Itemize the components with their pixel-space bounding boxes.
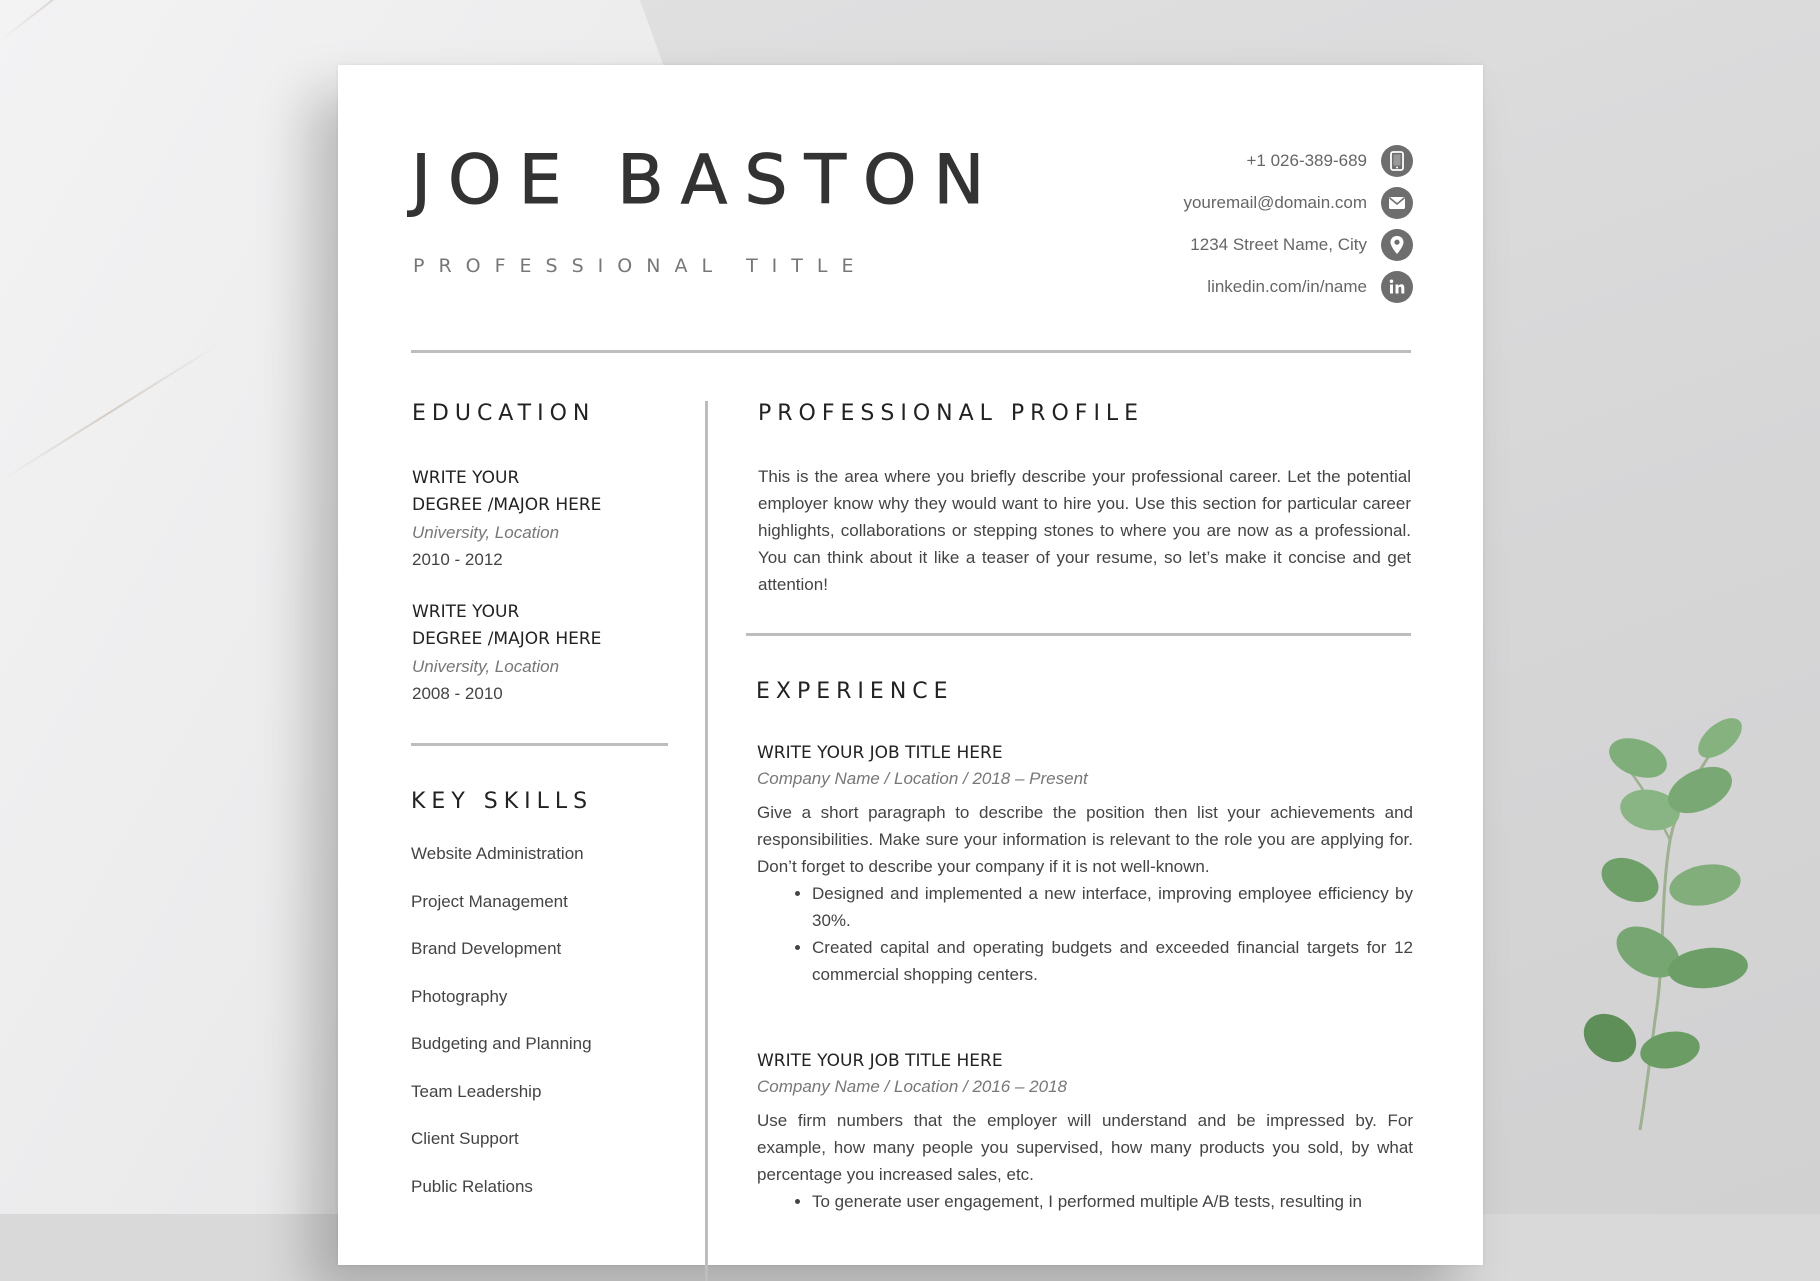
header-divider bbox=[411, 350, 1411, 353]
eucalyptus-plant bbox=[1560, 700, 1760, 1140]
experience-heading: EXPERIENCE bbox=[756, 679, 954, 704]
skill-item: Brand Development bbox=[411, 939, 562, 958]
contact-email-row bbox=[993, 187, 1413, 219]
education-degree-line2: DEGREE /MAJOR HERE bbox=[412, 629, 602, 649]
contact-block bbox=[993, 145, 1413, 313]
education-degree-line1: WRITE YOUR bbox=[412, 468, 520, 488]
contact-linkedin-row bbox=[993, 271, 1413, 303]
skill-item: Budgeting and Planning bbox=[411, 1034, 592, 1053]
skill-item: Client Support bbox=[411, 1129, 519, 1148]
contact-linkedin: linkedin.com/in/name bbox=[1207, 277, 1367, 296]
education-years: 2008 - 2010 bbox=[412, 684, 503, 703]
education-degree-line1: WRITE YOUR bbox=[412, 602, 520, 622]
job-meta: Company Name / Location / 2018 – Present bbox=[757, 769, 1088, 788]
leaf bbox=[1637, 1027, 1702, 1073]
envelope-icon bbox=[1381, 187, 1413, 219]
contact-address: 1234 Street Name, City bbox=[1190, 235, 1367, 254]
resume-name: JOE BASTON bbox=[411, 141, 1002, 220]
education-heading: EDUCATION bbox=[412, 401, 596, 426]
leaf bbox=[1594, 849, 1665, 911]
leaf bbox=[1604, 731, 1673, 785]
contact-phone: +1 026-389-689 bbox=[1246, 151, 1367, 170]
experience-job bbox=[757, 1049, 1413, 1215]
skills-heading: KEY SKILLS bbox=[411, 789, 594, 814]
phone-icon bbox=[1381, 145, 1413, 177]
leaf bbox=[1666, 945, 1749, 992]
education-entry bbox=[412, 465, 692, 573]
job-description: Give a short paragraph to describe the position then list your achievements and responsibilities. Make sure your information is relevant to the role you are applying for. Don’t forget to describe your company if it is not well-known. bbox=[757, 803, 1413, 876]
job-title: WRITE YOUR JOB TITLE HERE bbox=[757, 743, 1003, 763]
experience-job bbox=[757, 741, 1413, 988]
job-bullets bbox=[757, 880, 1413, 988]
leaf bbox=[1691, 711, 1749, 766]
skill-item: Website Administration bbox=[411, 844, 584, 863]
skill-item: Project Management bbox=[411, 891, 568, 911]
skills-list bbox=[411, 842, 592, 1222]
job-bullets bbox=[757, 1188, 1413, 1215]
education-years: 2010 - 2012 bbox=[412, 550, 503, 569]
job-bullet: • To generate user engagement, I performed multiple A/B tests, resulting in bbox=[812, 1188, 1413, 1215]
education-divider bbox=[411, 743, 668, 746]
job-description: Use firm numbers that the employer will understand and be impressed by. For example, how many people you supervised, how many products you sold, by what percentage you increased sales, etc. bbox=[757, 1111, 1413, 1184]
skill-item: Team Leadership bbox=[411, 1081, 542, 1101]
job-title: WRITE YOUR JOB TITLE HERE bbox=[757, 1051, 1003, 1071]
job-bullet: • Designed and implemented a new interface, improving employee efficiency by 30%. bbox=[812, 880, 1413, 934]
linkedin-icon bbox=[1381, 271, 1413, 303]
professional-title: PROFESSIONAL TITLE bbox=[413, 255, 868, 277]
education-degree-line2: DEGREE /MAJOR HERE bbox=[412, 495, 602, 515]
contact-phone-row bbox=[993, 145, 1413, 177]
job-bullet: • Created capital and operating budgets and exceeded financial targets for 12 commercial shopping centers. bbox=[812, 934, 1413, 988]
education-school: University, Location bbox=[412, 657, 560, 676]
resume-page bbox=[338, 65, 1483, 1265]
skill-item: Photography bbox=[411, 986, 508, 1006]
column-divider bbox=[705, 401, 708, 1281]
profile-text: This is the area where you briefly describe your professional career. Let the potential employer know why they would want to hire you. Use this section for particular career highlights, collaborations or stepping stones to where you are now as a professional. You can think about it like a teaser of your resume, so let’s make it concise and get attention! bbox=[758, 467, 1411, 594]
profile-divider bbox=[746, 633, 1411, 636]
job-meta: Company Name / Location / 2016 – 2018 bbox=[757, 1077, 1067, 1096]
profile-heading: PROFESSIONAL PROFILE bbox=[758, 401, 1145, 426]
leaf bbox=[1574, 1004, 1645, 1072]
contact-address-row bbox=[993, 229, 1413, 261]
leaf bbox=[1666, 859, 1744, 911]
education-entry bbox=[412, 599, 692, 707]
skill-item: Public Relations bbox=[411, 1176, 533, 1196]
location-pin-icon bbox=[1381, 229, 1413, 261]
education-school: University, Location bbox=[412, 523, 560, 542]
contact-email: youremail@domain.com bbox=[1183, 193, 1367, 212]
